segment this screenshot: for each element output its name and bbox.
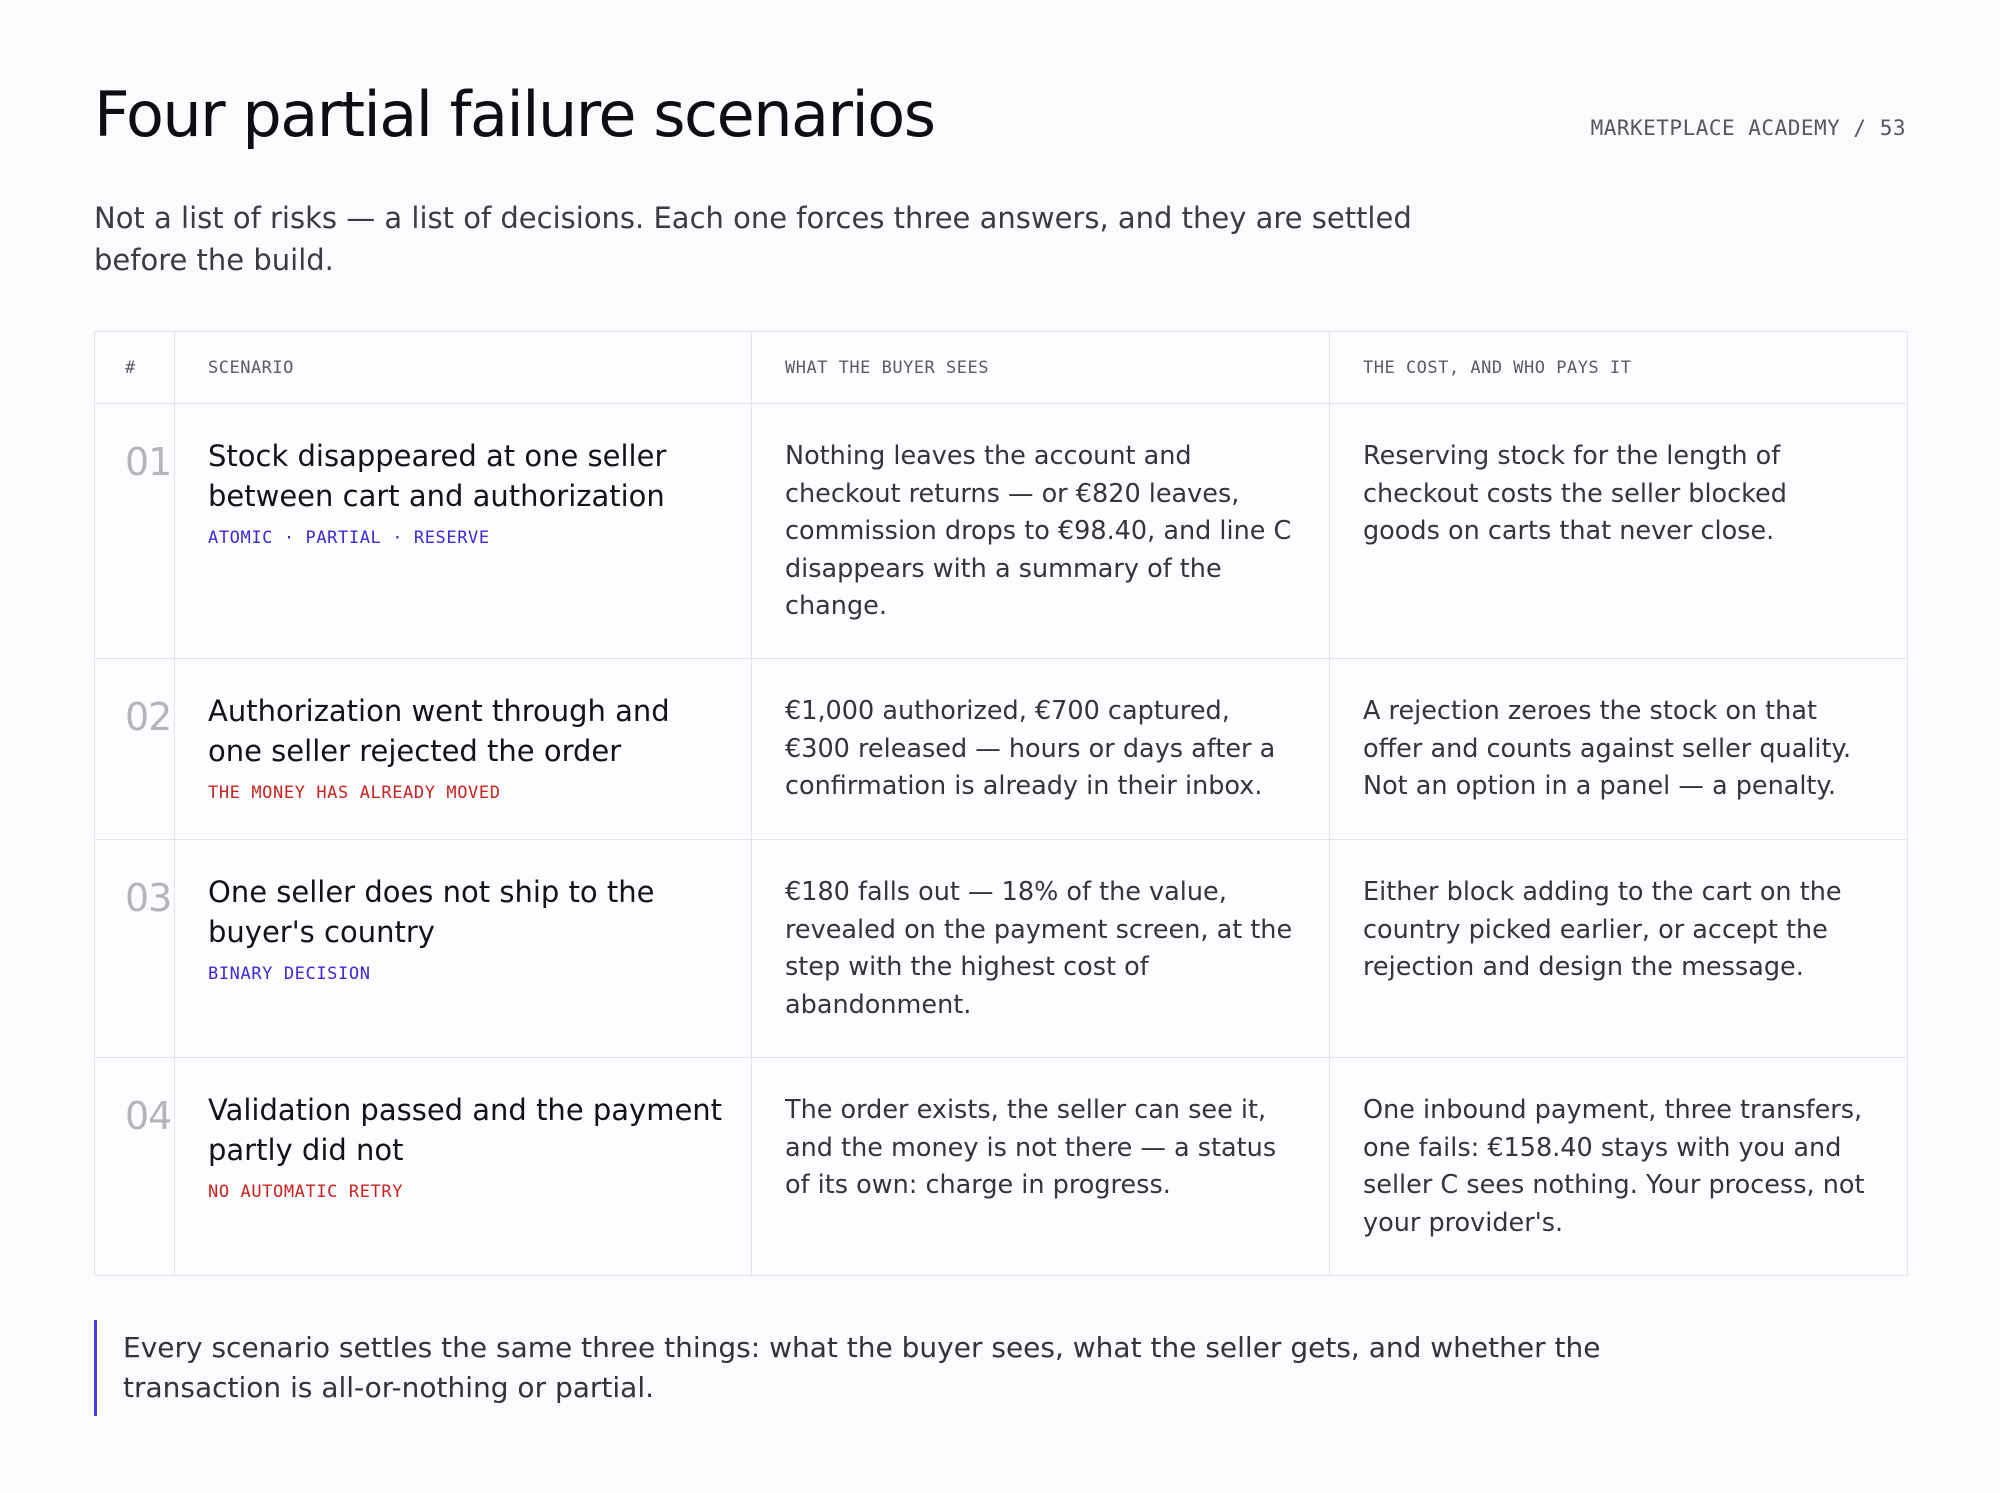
row-number: 04: [125, 1094, 172, 1138]
scenario-title: Authorization went through and one seller rejected the order: [208, 694, 670, 768]
buyer-sees-cell: [752, 659, 1330, 840]
cost-text: Either block adding to the cart on the country picked earlier, or accept the rejection and design the message.: [1363, 877, 1842, 982]
table-header-row: [95, 332, 1908, 404]
header-number: #: [95, 332, 175, 404]
row-number-cell: [95, 1058, 175, 1276]
row-number-cell: [95, 840, 175, 1058]
table-row: [95, 659, 1908, 840]
row-number: 01: [125, 440, 172, 484]
page-title: Four partial failure scenarios: [94, 78, 935, 151]
cost-text: One inbound payment, three transfers, one fails: €158.40 stays with you and seller C sees nothing. Your process, not your provider's.: [1363, 1095, 1865, 1238]
row-number: 03: [125, 876, 172, 920]
scenario-title: One seller does not ship to the buyer's country: [208, 875, 655, 949]
scenario-title: Stock disappeared at one seller between cart and authorization: [208, 439, 667, 513]
scenario-cell: [175, 659, 752, 840]
row-number: 02: [125, 695, 172, 739]
summary-callout: Every scenario settles the same three things: what the buyer sees, what the seller gets, and whether the transaction is all-or-nothing or partial.: [94, 1320, 1663, 1416]
header-buyer-sees: WHAT THE BUYER SEES: [752, 332, 1330, 404]
buyer-sees-text: Nothing leaves the account and checkout returns — or €820 leaves, commission drops to €98.40, and line C disappears with a summary of the change.: [785, 441, 1292, 621]
table-row: [95, 1058, 1908, 1276]
buyer-sees-text: The order exists, the seller can see it, and the money is not there — a status of its own: charge in progress.: [785, 1095, 1277, 1200]
scenario-cell: [175, 840, 752, 1058]
cost-text: Reserving stock for the length of checkout costs the seller blocked goods on carts that never close.: [1363, 441, 1787, 546]
buyer-sees-text: €1,000 authorized, €700 captured, €300 released — hours or days after a confirmation is already in their inbox.: [785, 696, 1276, 801]
cost-text: A rejection zeroes the stock on that offer and counts against seller quality. Not an option in a panel — a penalty.: [1363, 696, 1852, 801]
buyer-sees-cell: [752, 840, 1330, 1058]
cost-cell: [1330, 840, 1908, 1058]
buyer-sees-cell: [752, 404, 1330, 659]
scenario-tag: ATOMIC · PARTIAL · RESERVE: [208, 528, 490, 548]
cost-cell: [1330, 1058, 1908, 1276]
cost-cell: [1330, 404, 1908, 659]
page-subtitle: Not a list of risks — a list of decisions. Each one forces three answers, and they are settled before the build.: [94, 201, 1412, 277]
header-cost: THE COST, AND WHO PAYS IT: [1330, 332, 1908, 404]
row-number-cell: [95, 659, 175, 840]
deck-page-label: MARKETPLACE ACADEMY / 53: [1590, 116, 1906, 140]
table-row: [95, 404, 1908, 659]
buyer-sees-text: €180 falls out — 18% of the value, revealed on the payment screen, at the step with the highest cost of abandonment.: [785, 877, 1293, 1020]
scenario-tag: THE MONEY HAS ALREADY MOVED: [208, 783, 501, 803]
scenario-cell: [175, 1058, 752, 1276]
header-scenario: SCENARIO: [175, 332, 752, 404]
scenario-tag: NO AUTOMATIC RETRY: [208, 1182, 404, 1202]
scenario-title: Validation passed and the payment partly did not: [208, 1093, 723, 1167]
cost-cell: [1330, 659, 1908, 840]
table-row: [95, 840, 1908, 1058]
buyer-sees-cell: [752, 1058, 1330, 1276]
scenario-cell: [175, 404, 752, 659]
row-number-cell: [95, 404, 175, 659]
scenario-tag: BINARY DECISION: [208, 964, 371, 984]
scenarios-table: [94, 331, 1908, 1276]
